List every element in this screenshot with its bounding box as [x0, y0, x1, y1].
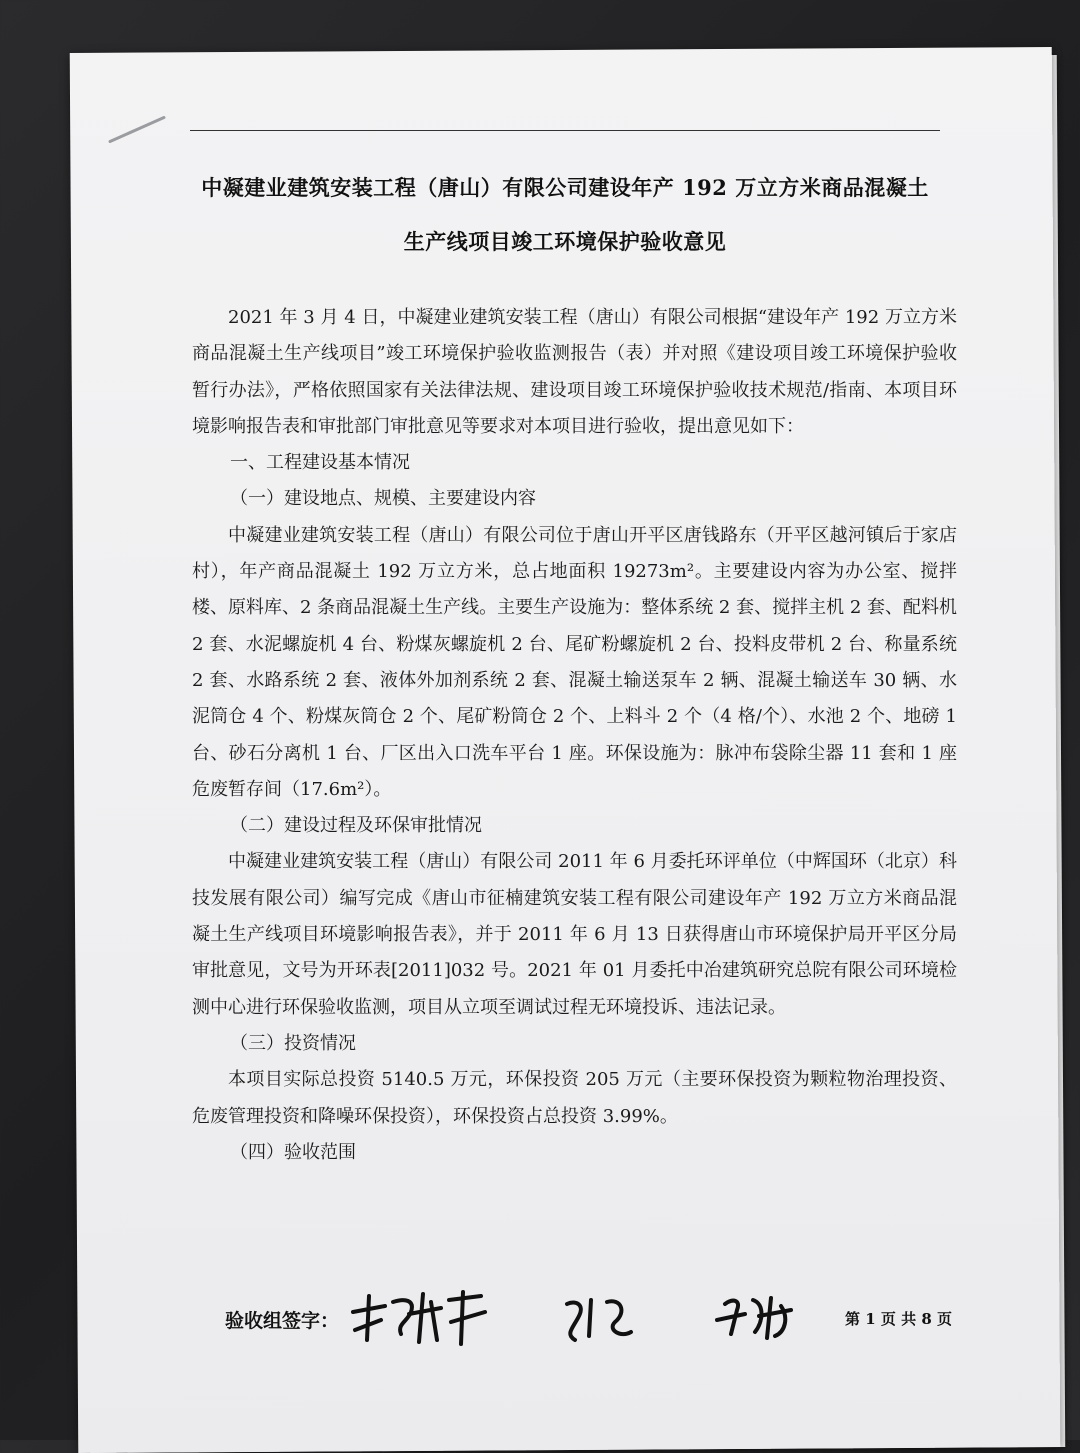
subsection-heading-3: （三）投资情况	[230, 1032, 356, 1054]
sign-label: 验收组签字：	[225, 1310, 340, 1332]
subsection-heading-4: （四）验收范围	[230, 1141, 356, 1163]
page-number: 第 1 页 共 8 页	[845, 1310, 952, 1328]
signature-3	[717, 1298, 791, 1338]
header-rule	[190, 130, 940, 131]
document-title-line1: 中凝建业建筑安装工程（唐山）有限公司建设年产 192 万立方米商品混凝土	[201, 175, 929, 200]
document-title-line2: 生产线项目竣工环境保护验收意见	[403, 229, 727, 254]
document-body	[192, 300, 957, 1171]
section-heading: 一、工程建设基本情况	[230, 452, 410, 474]
signature-2	[567, 1300, 631, 1340]
subsection-heading-1: （一）建设地点、规模、主要建设内容	[230, 488, 536, 510]
subsection-body-3: 本项目实际总投资 5140.5 万元，环保投资 205 万元（主要环保投资为颗粒物治理投资、危废管理投资和降噪环保投资），环保投资占总投资 3.99%。	[192, 1069, 957, 1127]
subsection-body-2: 中凝建业建筑安装工程（唐山）有限公司 2011 年 6 月委托环评单位（中辉国环（北京）科技发展有限公司）编写完成《唐山市征楠建筑安装工程有限公司建设年产 192 万立方米商品混凝土生产线项目环境影响报告表》，并于 2011 年 6 月 13 日获得唐山市环境保护局开平区分局审批意见，文号为开环表[2011]032 号。2021 年 01 月委托中冶建筑研究总院有限公司环境检测中心进行环保验收监测，项目从立项至调试过程无环境投诉、违法记录。	[192, 851, 957, 1018]
subsection-body-1: 中凝建业建筑安装工程（唐山）有限公司位于唐山开平区唐钱路东（开平区越河镇后于家店村），年产商品混凝土 192 万立方米，总占地面积 19273m²。主要建设内容为办公室、搅拌楼、原料库、2 条商品混凝土生产线。主要生产设施为：整体系统 2 套、搅拌主机 2 套、配料机 2 套、水泥螺旋机 4 台、粉煤灰螺旋机 2 台、尾矿粉螺旋机 2 台、投料皮带机 2 台、称量系统 2 套、水路系统 2 套、液体外加剂系统 2 套、混凝土输送泵车 2 辆、混凝土输送车 30 辆、水泥筒仓 4 个、粉煤灰筒仓 2 个、尾矿粉筒仓 2 个、上料斗 2 个（4 格/个）、水池 2 个、地磅 1 台、砂石分离机 1 台、厂区出入口洗车平台 1 座。环保设施为：脉冲布袋除尘器 11 套和 1 座危废暂存间（17.6m²）。	[192, 524, 957, 800]
page-footer	[225, 1296, 965, 1356]
handwritten-signatures	[345, 1282, 845, 1352]
signature-1	[353, 1292, 485, 1344]
intro-paragraph: 2021 年 3 月 4 日，中凝建业建筑安装工程（唐山）有限公司根据“建设年产 192 万立方米商品混凝土生产线项目”竣工环境保护验收监测报告（表）并对照《建设项目竣工环境保护验收暂行办法》，严格依照国家有关法律法规、建设项目竣工环境保护验收技术规范/指南、本项目环境影响报告表和审批部门审批意见等要求对本项目进行验收，提出意见如下：	[192, 307, 957, 437]
subsection-heading-2: （二）建设过程及环保审批情况	[230, 815, 482, 837]
